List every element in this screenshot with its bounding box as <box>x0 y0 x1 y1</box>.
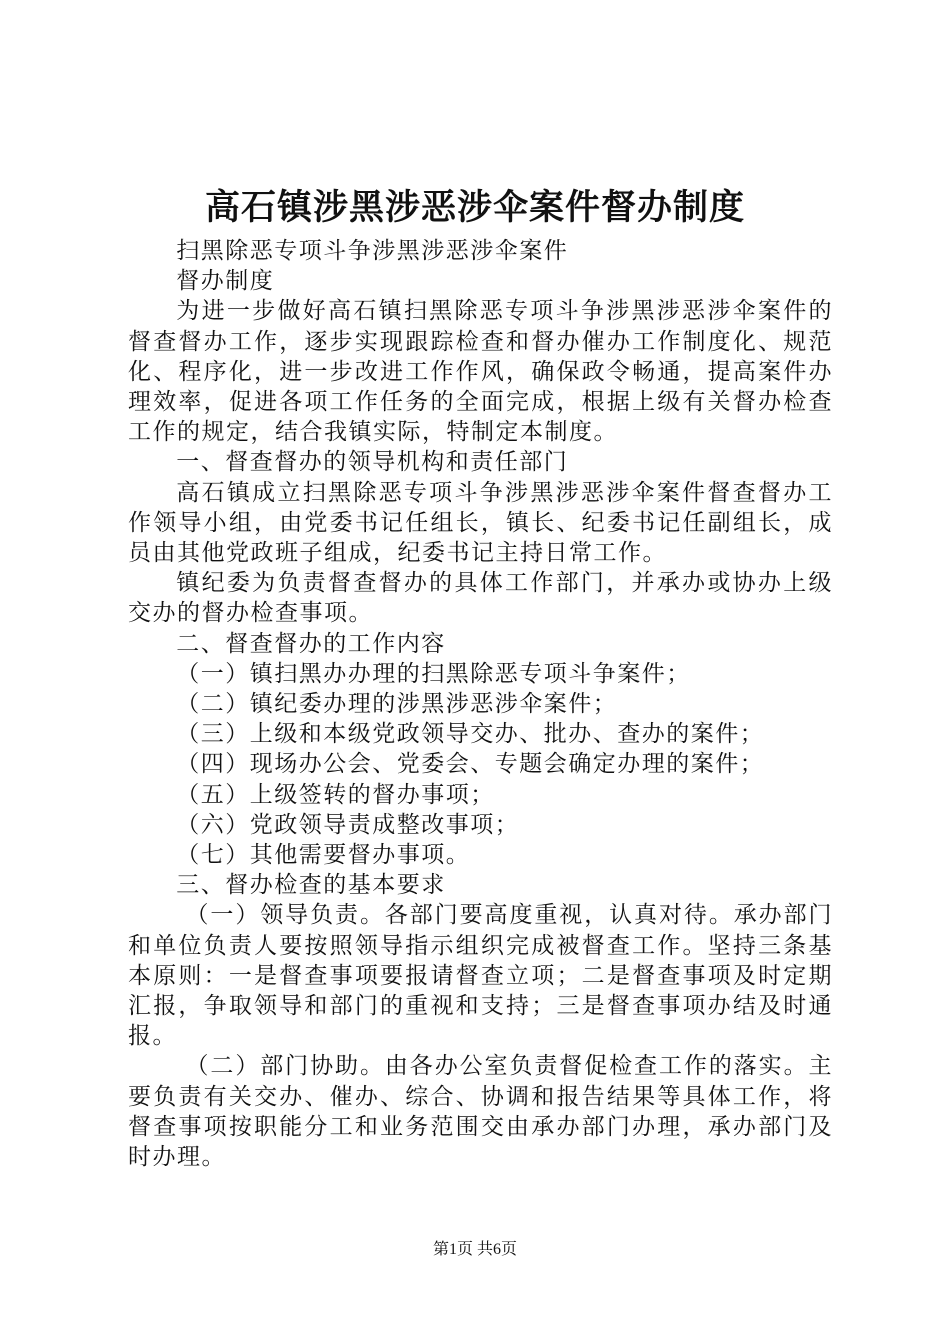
subtitle-line-1: 扫黑除恶专项斗争涉黑涉恶涉伞案件 <box>176 238 569 264</box>
section-heading-1: 一、督查督办的领导机构和责任部门 <box>176 449 569 476</box>
body-paragraph: 高石镇成立扫黑除恶专项斗争涉黑涉恶涉伞案件督查督办工作领导小组，由党委书记任组长，镇长、纪委书记任副组长，成员由其他党政班子组成，纪委书记主持日常工作。 <box>128 479 833 567</box>
list-item: （一）镇扫黑办办理的扫黑除恶专项斗争案件； <box>176 660 691 687</box>
body-paragraph: （一）领导负责。各部门要高度重视，认真对待。承办部门和单位负责人要按照领导指示组织完成被督查工作。坚持三条基本原则：一是督查事项要报请督查立项；二是督查事项及时定期汇报，争取领导和部门的重视和支持；三是督查事项办结及时通报。 <box>128 902 833 1050</box>
list-item: （二）镇纪委办理的涉黑涉恶涉伞案件； <box>176 691 618 718</box>
list-item: （四）现场办公会、党委会、专题会确定办理的案件； <box>176 751 765 778</box>
section-heading-3: 三、督办检查的基本要求 <box>176 872 446 899</box>
list-item: （六）党政领导责成整改事项； <box>176 811 520 838</box>
list-item: （三）上级和本级党政领导交办、批办、查办的案件； <box>176 721 765 748</box>
section-heading-2: 二、督查督办的工作内容 <box>176 630 446 657</box>
page-indicator: 第1页 共6页 <box>432 1241 517 1258</box>
subtitle-line-2: 督办制度 <box>176 268 275 295</box>
body-paragraph: （二）部门协助。由各办公室负责督促检查工作的落实。主要负责有关交办、催办、综合、协调和报告结果等具体工作，将督查事项按职能分工和业务范围交由承办部门办理，承办部门及时办理。 <box>128 1053 833 1171</box>
list-item: （七）其他需要督办事项。 <box>176 842 471 869</box>
body-paragraph: 镇纪委为负责督查督办的具体工作部门，并承办或协办上级交办的督办检查事项。 <box>128 570 833 627</box>
intro-paragraph: 为进一步做好高石镇扫黑除恶专项斗争涉黑涉恶涉伞案件的督查督办工作，逐步实现跟踪检查和督办催办工作制度化、规范化、程序化，进一步改进工作作风，确保政令畅通，提高案件办理效率，促进各项工作任务的全面完成，根据上级有关督办检查工作的规定，结合我镇实际，特制定本制度。 <box>128 298 833 446</box>
document-title: 高石镇涉黑涉恶涉伞案件督办制度 <box>204 187 745 228</box>
list-item: （五）上级签转的督办事项； <box>176 781 495 808</box>
document-body <box>128 236 833 1172</box>
